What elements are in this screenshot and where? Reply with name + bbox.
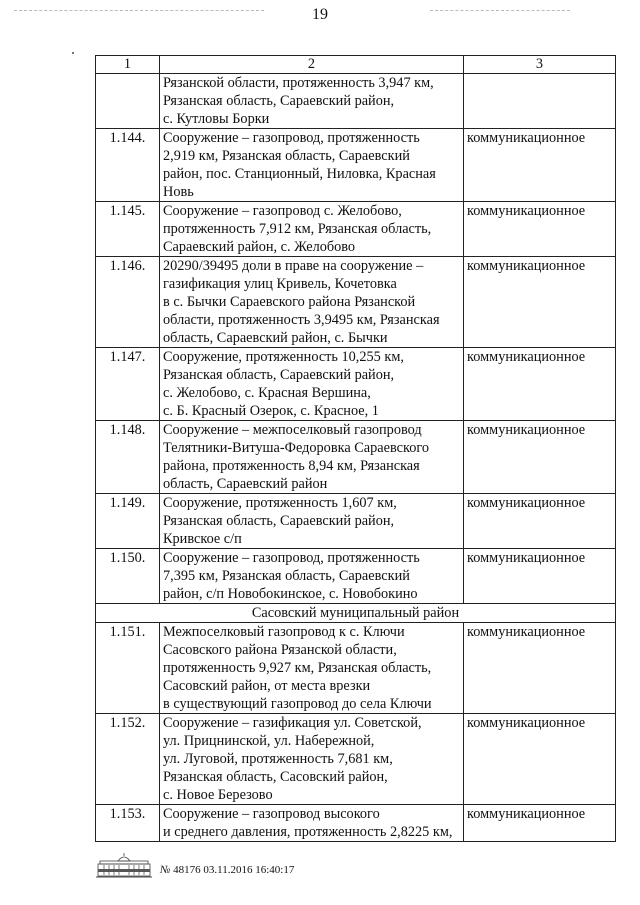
description-line: с. Желобово, с. Красная Вершина, [163, 385, 371, 401]
row-description [160, 494, 464, 549]
table-row [96, 129, 616, 202]
row-number: 1.146. [96, 257, 160, 348]
row-number: 1.149. [96, 494, 160, 549]
government-building-emblem-icon [96, 852, 152, 880]
description-line: Рязанская область, Сасовский район, [163, 769, 388, 785]
row-description [160, 714, 464, 805]
description-line: с. Б. Красный Озерок, с. Красное, 1 [163, 403, 379, 419]
section-title: Сасовский муниципальный район [96, 604, 616, 623]
description-line: ул. Луговой, протяженность 7,681 км, [163, 751, 393, 767]
row-description [160, 805, 464, 842]
description-line: Сасовский район, от места врезки [163, 678, 371, 694]
description-line: Сооружение – газопровод, протяженность [163, 550, 420, 566]
description-line: в с. Бычки Сараевского района Рязанской [163, 294, 416, 310]
property-table [95, 55, 616, 842]
row-category: коммуникационное [464, 494, 616, 549]
description-line: 7,395 км, Рязанская область, Сараевский [163, 568, 410, 584]
description-line: Сооружение – газопровод высокого [163, 806, 380, 822]
description-line: района, протяженность 8,94 км, Рязанская [163, 458, 420, 474]
column-header-3: 3 [464, 56, 616, 74]
column-header-1: 1 [96, 56, 160, 74]
description-line: Межпоселковый газопровод к с. Ключи [163, 624, 405, 640]
description-line: протяженность 7,912 км, Рязанская область, [163, 221, 432, 237]
description-line: Сооружение – газопровод, протяженность [163, 130, 420, 146]
description-line: Рязанская область, Сараевский район, [163, 367, 395, 383]
row-number: 1.153. [96, 805, 160, 842]
description-line: Рязанская область, Сараевский район, [163, 93, 395, 109]
description-line: с. Кутловы Борки [163, 111, 270, 127]
row-category [464, 74, 616, 129]
row-category: коммуникационное [464, 623, 616, 714]
table-row [96, 714, 616, 805]
table-row [96, 348, 616, 421]
description-line: район, пос. Станционный, Ниловка, Красная [163, 166, 436, 182]
document-stamp [160, 864, 294, 876]
description-line: и среднего давления, протяженность 2,8225 км, [163, 824, 453, 840]
description-line: область, Сараевский район, с. Бычки [163, 330, 388, 346]
row-number: 1.147. [96, 348, 160, 421]
description-line: Сооружение, протяженность 10,255 км, [163, 349, 404, 365]
description-line: Кривское с/п [163, 531, 242, 547]
row-number: 1.145. [96, 202, 160, 257]
table-row [96, 805, 616, 842]
row-description [160, 202, 464, 257]
description-line: Сооружение – газификация ул. Советской, [163, 715, 422, 731]
description-line: Сооружение – межпоселковый газопровод [163, 422, 422, 438]
page-number: 19 [312, 6, 328, 23]
description-line: Новь [163, 184, 194, 200]
description-line: Сараевский район, с. Желобово [163, 239, 356, 255]
table-body-before [96, 74, 616, 604]
footer [96, 852, 396, 882]
row-description [160, 549, 464, 604]
scan-artifact-dot [72, 52, 74, 54]
description-line: 20290/39495 доли в праве на сооружение – [163, 258, 424, 274]
description-line: в существующий газопровод до села Ключи [163, 696, 432, 712]
row-description [160, 129, 464, 202]
table-row [96, 549, 616, 604]
description-line: Сасовского района Рязанской области, [163, 642, 397, 658]
description-line: Сооружение, протяженность 1,607 км, [163, 495, 397, 511]
row-category: коммуникационное [464, 202, 616, 257]
row-category: коммуникационное [464, 805, 616, 842]
description-line: ул. Прицнинской, ул. Набережной, [163, 733, 375, 749]
row-category: коммуникационное [464, 129, 616, 202]
row-number: 1.148. [96, 421, 160, 494]
doc-id: 48176 [173, 864, 201, 876]
row-description [160, 623, 464, 714]
description-line: Рязанская область, Сараевский район, [163, 513, 395, 529]
table-row [96, 623, 616, 714]
row-category: коммуникационное [464, 421, 616, 494]
row-description [160, 257, 464, 348]
description-line: с. Новое Березово [163, 787, 273, 803]
description-line: 2,919 км, Рязанская область, Сараевский [163, 148, 410, 164]
description-line: область, Сараевский район [163, 476, 328, 492]
table-header-row [96, 56, 616, 74]
row-category: коммуникационное [464, 348, 616, 421]
section-row [96, 604, 616, 623]
row-category: коммуникационное [464, 257, 616, 348]
row-description [160, 421, 464, 494]
table-row [96, 421, 616, 494]
table-body-after [96, 623, 616, 842]
description-line: области, протяженность 3,9495 км, Рязанская [163, 312, 440, 328]
row-description [160, 348, 464, 421]
description-line: Сооружение – газопровод с. Желобово, [163, 203, 402, 219]
row-category: коммуникационное [464, 714, 616, 805]
row-number [96, 74, 160, 129]
row-number: 1.144. [96, 129, 160, 202]
description-line: газификация улиц Кривель, Кочетовка [163, 276, 397, 292]
description-line: Телятники-Витуша-Федоровка Сараевского [163, 440, 429, 456]
row-category: коммуникационное [464, 549, 616, 604]
table-row [96, 494, 616, 549]
row-description [160, 74, 464, 129]
table-row [96, 202, 616, 257]
row-number: 1.150. [96, 549, 160, 604]
description-line: протяженность 9,927 км, Рязанская область, [163, 660, 432, 676]
table-row [96, 74, 616, 129]
column-header-2: 2 [160, 56, 464, 74]
row-number: 1.151. [96, 623, 160, 714]
row-number: 1.152. [96, 714, 160, 805]
doc-timestamp: 03.11.2016 16:40:17 [203, 864, 295, 876]
description-line: Рязанской области, протяженность 3,947 км, [163, 75, 434, 91]
description-line: район, с/п Новобокинское, с. Новобокино [163, 586, 418, 602]
doc-number-sign: № [160, 864, 171, 876]
table-row [96, 257, 616, 348]
